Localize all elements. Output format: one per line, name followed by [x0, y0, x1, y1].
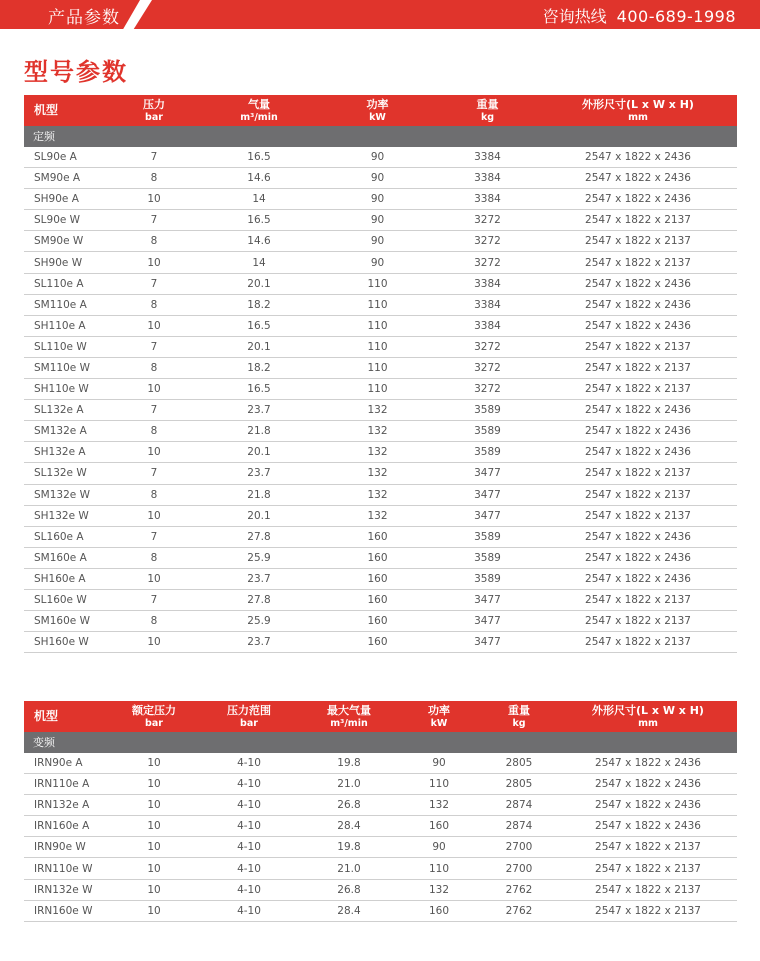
- table-cell: 2547 x 1822 x 2137: [585, 488, 691, 501]
- table-cell: 2547 x 1822 x 2137: [585, 214, 691, 227]
- model-cell: SH160e A: [34, 572, 86, 585]
- table-cell: 3589: [474, 551, 501, 564]
- table-cell: 110: [367, 319, 388, 332]
- model-cell: SL132e W: [34, 467, 87, 480]
- table-cell: 2547 x 1822 x 2436: [585, 193, 691, 206]
- group-label: 定频: [24, 126, 737, 147]
- table-row: [24, 753, 737, 774]
- table-cell: 4-10: [237, 883, 261, 896]
- table-header: [24, 95, 737, 126]
- model-cell: SL132e A: [34, 404, 84, 417]
- table-cell: 2547 x 1822 x 2137: [595, 904, 701, 917]
- table-cell: 4-10: [237, 799, 261, 812]
- header-label: 外形尺寸(L x W x H): [592, 703, 704, 717]
- table-row: [24, 274, 737, 295]
- header-cell: [109, 95, 199, 126]
- table-cell: 3272: [474, 214, 501, 227]
- table-cell: 2547 x 1822 x 2436: [585, 298, 691, 311]
- table-cell: 10: [147, 820, 161, 833]
- table-cell: 4-10: [237, 820, 261, 833]
- table-cell: 110: [367, 298, 388, 311]
- table-cell: 8: [150, 172, 158, 185]
- model-cell: IRN132e W: [34, 883, 93, 896]
- table-cell: 21.0: [337, 778, 361, 791]
- table-cell: 10: [147, 778, 161, 791]
- model-cell: SH132e A: [34, 446, 86, 459]
- table-cell: 3477: [474, 467, 501, 480]
- header-cell: [539, 95, 737, 126]
- header-cell: [559, 701, 737, 732]
- table-cell: 16.5: [247, 319, 271, 332]
- table-cell: 25.9: [247, 551, 271, 564]
- table-cell: 2547 x 1822 x 2436: [585, 551, 691, 564]
- table-cell: 2547 x 1822 x 2436: [585, 277, 691, 290]
- header-label: 机型: [34, 709, 59, 723]
- table-cell: 2547 x 1822 x 2436: [585, 319, 691, 332]
- table-cell: 7: [150, 340, 158, 353]
- table-cell: 3384: [474, 151, 501, 164]
- table-cell: 2547 x 1822 x 2436: [595, 757, 701, 770]
- table-row: [24, 358, 737, 379]
- table-cell: 10: [147, 319, 161, 332]
- table-row: [24, 147, 737, 168]
- table-cell: 132: [428, 799, 450, 812]
- model-cell: IRN160e W: [34, 904, 93, 917]
- table-cell: 132: [367, 425, 388, 438]
- table-cell: 3477: [474, 509, 501, 522]
- table-row: [24, 252, 737, 273]
- table-cell: 3384: [474, 298, 501, 311]
- table-cell: 2547 x 1822 x 2436: [585, 425, 691, 438]
- header-unit: bar: [240, 717, 258, 729]
- table-cell: 8: [150, 488, 158, 501]
- table-row: [24, 168, 737, 189]
- table-cell: 26.8: [337, 883, 361, 896]
- table-row: [24, 316, 737, 337]
- table-cell: 132: [367, 467, 388, 480]
- header-label: 压力: [143, 97, 165, 111]
- table-cell: 10: [147, 572, 161, 585]
- table-cell: 160: [367, 594, 388, 607]
- table-cell: 8: [150, 298, 158, 311]
- table-row: [24, 590, 737, 611]
- table-cell: 2547 x 1822 x 2137: [595, 883, 701, 896]
- table-cell: 2547 x 1822 x 2436: [595, 799, 701, 812]
- header-unit: kW: [369, 111, 386, 123]
- model-cell: SM110e A: [34, 298, 87, 311]
- section-label: 产品参数: [48, 8, 120, 28]
- table-cell: 10: [147, 799, 161, 812]
- model-cell: SM90e W: [34, 235, 84, 248]
- table-row: [24, 463, 737, 484]
- table-cell: 16.5: [247, 383, 271, 396]
- table-cell: 132: [367, 488, 388, 501]
- table-cell: 10: [147, 193, 161, 206]
- table-cell: 18.2: [247, 298, 271, 311]
- model-cell: SH132e W: [34, 509, 89, 522]
- model-cell: SM90e A: [34, 172, 81, 185]
- table-cell: 2762: [505, 883, 533, 896]
- header-cell: [299, 701, 399, 732]
- table-cell: 2547 x 1822 x 2436: [595, 778, 701, 791]
- header-unit: m³/min: [240, 111, 278, 123]
- table-cell: 90: [432, 757, 446, 770]
- table-cell: 3589: [474, 530, 501, 543]
- header-cell: [479, 701, 559, 732]
- table-cell: 10: [147, 256, 161, 269]
- table-cell: 7: [150, 277, 158, 290]
- variable-speed-spec-table: [24, 701, 737, 922]
- table-cell: 132: [367, 509, 388, 522]
- table-cell: 90: [370, 235, 385, 248]
- table-cell: 21.8: [247, 425, 271, 438]
- model-cell: SL160e A: [34, 530, 84, 543]
- table-cell: 3477: [474, 594, 501, 607]
- table-cell: 90: [370, 214, 385, 227]
- table-cell: 23.7: [247, 467, 271, 480]
- model-cell: SL160e W: [34, 594, 87, 607]
- header-label: 重量: [508, 703, 530, 717]
- table-cell: 2547 x 1822 x 2137: [585, 235, 691, 248]
- table-cell: 2547 x 1822 x 2436: [585, 151, 691, 164]
- table-row: [24, 506, 737, 527]
- model-cell: SH160e W: [34, 636, 89, 649]
- table-cell: 3589: [474, 404, 501, 417]
- header-label: 重量: [476, 97, 499, 111]
- table-row: [24, 189, 737, 210]
- table-cell: 25.9: [247, 615, 271, 628]
- model-cell: SL90e A: [34, 151, 77, 164]
- table-cell: 3384: [474, 277, 501, 290]
- table-cell: 90: [370, 151, 385, 164]
- table-cell: 110: [367, 340, 388, 353]
- table-cell: 132: [367, 404, 388, 417]
- table-cell: 7: [150, 594, 158, 607]
- table-cell: 3272: [474, 340, 501, 353]
- header-cell: [399, 701, 479, 732]
- table-cell: 3589: [474, 572, 501, 585]
- table-cell: 90: [370, 172, 385, 185]
- table-cell: 2547 x 1822 x 2137: [595, 862, 701, 875]
- model-cell: SM160e A: [34, 551, 87, 564]
- table-cell: 14: [252, 256, 266, 269]
- table-cell: 2805: [505, 778, 533, 791]
- table-cell: 110: [428, 862, 450, 875]
- table-cell: 160: [367, 615, 388, 628]
- table-cell: 3589: [474, 446, 501, 459]
- group-label: 变频: [24, 732, 737, 753]
- model-cell: IRN110e A: [34, 778, 90, 791]
- table-cell: 2547 x 1822 x 2436: [595, 820, 701, 833]
- table-row: [24, 880, 737, 901]
- table-row: [24, 337, 737, 358]
- table-cell: 2700: [505, 862, 533, 875]
- table-cell: 7: [150, 214, 158, 227]
- table-cell: 23.7: [247, 572, 271, 585]
- hotline-number: 400-689-1998: [616, 7, 736, 26]
- table-cell: 110: [428, 778, 450, 791]
- header-label: 额定压力: [132, 703, 176, 717]
- model-cell: SL110e W: [34, 340, 87, 353]
- table-row: [24, 485, 737, 506]
- table-cell: 90: [432, 841, 446, 854]
- table-row: [24, 611, 737, 632]
- table-cell: 110: [367, 361, 388, 374]
- table-cell: 20.1: [247, 446, 271, 459]
- table-cell: 19.8: [337, 841, 361, 854]
- table-cell: 14.6: [247, 235, 271, 248]
- header-cell: [24, 701, 109, 732]
- table-row: [24, 858, 737, 879]
- table-cell: 3589: [474, 425, 501, 438]
- table-cell: 3272: [474, 256, 501, 269]
- table-row: [24, 569, 737, 590]
- table-row: [24, 527, 737, 548]
- table-cell: 3477: [474, 615, 501, 628]
- table-cell: 21.0: [337, 862, 361, 875]
- table-cell: 132: [367, 446, 388, 459]
- model-cell: SM132e W: [34, 488, 90, 501]
- table-cell: 28.4: [337, 904, 361, 917]
- table-cell: 160: [367, 636, 388, 649]
- table-cell: 2805: [505, 757, 533, 770]
- table-cell: 90: [370, 256, 385, 269]
- model-cell: SM110e W: [34, 361, 90, 374]
- table-cell: 3272: [474, 383, 501, 396]
- table-cell: 8: [150, 551, 158, 564]
- model-cell: SL110e A: [34, 277, 84, 290]
- model-cell: SM160e W: [34, 615, 90, 628]
- hotline-label: 咨询热线: [542, 7, 607, 26]
- header-unit: bar: [145, 111, 163, 123]
- table-row: [24, 400, 737, 421]
- table-row: [24, 837, 737, 858]
- table-cell: 8: [150, 425, 158, 438]
- header-unit: kg: [512, 717, 526, 729]
- header-label: 气量: [248, 97, 270, 111]
- table-cell: 10: [147, 883, 161, 896]
- table-cell: 7: [150, 467, 158, 480]
- table-cell: 160: [367, 572, 388, 585]
- table-cell: 10: [147, 757, 161, 770]
- table-cell: 160: [367, 530, 388, 543]
- table-cell: 20.1: [247, 277, 271, 290]
- table-cell: 28.4: [337, 820, 361, 833]
- table-cell: 2547 x 1822 x 2137: [585, 340, 691, 353]
- table-cell: 110: [367, 383, 388, 396]
- table-cell: 20.1: [247, 340, 271, 353]
- model-cell: IRN160e A: [34, 820, 90, 833]
- table-cell: 23.7: [247, 404, 271, 417]
- table-row: [24, 210, 737, 231]
- header-unit: bar: [145, 717, 163, 729]
- table-row: [24, 295, 737, 316]
- table-row: [24, 379, 737, 400]
- header-unit: m³/min: [330, 717, 368, 729]
- model-cell: SH90e W: [34, 256, 83, 269]
- table-cell: 8: [150, 361, 158, 374]
- model-cell: IRN132e A: [34, 799, 90, 812]
- table-cell: 21.8: [247, 488, 271, 501]
- model-cell: SH90e A: [34, 193, 79, 206]
- table-row: [24, 548, 737, 569]
- table-row: [24, 901, 737, 922]
- header-cell: [199, 95, 319, 126]
- table-header: [24, 701, 737, 732]
- header-cell: [319, 95, 436, 126]
- model-cell: SL90e W: [34, 214, 81, 227]
- header-label: 最大气量: [327, 703, 371, 717]
- table-cell: 10: [147, 841, 161, 854]
- header-label: 外形尺寸(L x W x H): [582, 97, 694, 111]
- model-cell: IRN90e A: [34, 757, 83, 770]
- table-cell: 132: [428, 883, 450, 896]
- table-cell: 10: [147, 636, 161, 649]
- table-cell: 26.8: [337, 799, 361, 812]
- table-cell: 3384: [474, 319, 501, 332]
- table-cell: 2547 x 1822 x 2436: [585, 446, 691, 459]
- table-cell: 10: [147, 446, 161, 459]
- table-cell: 2700: [505, 841, 533, 854]
- table-cell: 4-10: [237, 757, 261, 770]
- table-cell: 4-10: [237, 841, 261, 854]
- model-cell: SH110e W: [34, 383, 89, 396]
- table-cell: 3384: [474, 193, 501, 206]
- model-cell: SM132e A: [34, 425, 87, 438]
- table-cell: 2874: [505, 799, 533, 812]
- table-cell: 2547 x 1822 x 2137: [585, 256, 691, 269]
- table-cell: 2547 x 1822 x 2436: [585, 172, 691, 185]
- table-cell: 4-10: [237, 862, 261, 875]
- header-unit: kW: [430, 717, 448, 729]
- header-cell: [199, 701, 299, 732]
- table-row: [24, 816, 737, 837]
- page-title: 型号参数: [24, 58, 128, 86]
- table-cell: 4-10: [237, 904, 261, 917]
- table-cell: 2547 x 1822 x 2137: [585, 383, 691, 396]
- table-cell: 2547 x 1822 x 2436: [585, 404, 691, 417]
- table-cell: 10: [147, 383, 161, 396]
- header-cell: [24, 95, 109, 126]
- hotline: [543, 4, 736, 27]
- table-cell: 16.5: [247, 151, 271, 164]
- table-cell: 3477: [474, 488, 501, 501]
- table-cell: 2547 x 1822 x 2137: [585, 467, 691, 480]
- header-label: 机型: [34, 103, 59, 117]
- table-cell: 2762: [505, 904, 533, 917]
- table-cell: 2547 x 1822 x 2137: [585, 361, 691, 374]
- table-cell: 2547 x 1822 x 2137: [585, 509, 691, 522]
- table-cell: 2547 x 1822 x 2137: [585, 594, 691, 607]
- table-cell: 7: [150, 404, 158, 417]
- table-cell: 110: [367, 277, 388, 290]
- table-cell: 2547 x 1822 x 2137: [595, 841, 701, 854]
- table-cell: 3272: [474, 361, 501, 374]
- table-cell: 16.5: [247, 214, 271, 227]
- table-row: [24, 421, 737, 442]
- table-row: [24, 774, 737, 795]
- header-unit: mm: [628, 111, 648, 123]
- table-cell: 8: [150, 615, 158, 628]
- table-cell: 160: [367, 551, 388, 564]
- table-cell: 4-10: [237, 778, 261, 791]
- header-unit: kg: [480, 111, 495, 123]
- table-cell: 27.8: [247, 594, 271, 607]
- fixed-speed-spec-table: [24, 95, 737, 653]
- table-cell: 160: [428, 904, 450, 917]
- table-row: [24, 231, 737, 252]
- model-cell: SH110e A: [34, 319, 86, 332]
- header-unit: mm: [638, 717, 658, 729]
- table-cell: 2547 x 1822 x 2137: [585, 636, 691, 649]
- table-cell: 18.2: [247, 361, 271, 374]
- top-banner: [0, 0, 760, 29]
- table-cell: 27.8: [247, 530, 271, 543]
- table-cell: 8: [150, 235, 158, 248]
- table-cell: 7: [150, 530, 158, 543]
- table-cell: 23.7: [247, 636, 271, 649]
- table-cell: 20.1: [247, 509, 271, 522]
- table-cell: 3477: [474, 636, 501, 649]
- table-cell: 19.8: [337, 757, 361, 770]
- table-cell: 10: [147, 904, 161, 917]
- table-cell: 7: [150, 151, 158, 164]
- table-cell: 10: [147, 509, 161, 522]
- table-cell: 2547 x 1822 x 2137: [585, 615, 691, 628]
- table-cell: 14.6: [247, 172, 271, 185]
- table-row: [24, 442, 737, 463]
- header-cell: [436, 95, 539, 126]
- header-cell: [109, 701, 199, 732]
- table-cell: 90: [370, 193, 385, 206]
- table-cell: 3272: [474, 235, 501, 248]
- table-cell: 3384: [474, 172, 501, 185]
- header-label: 压力范围: [227, 703, 271, 717]
- table-cell: 160: [428, 820, 450, 833]
- model-cell: IRN90e W: [34, 841, 86, 854]
- table-cell: 14: [252, 193, 266, 206]
- table-row: [24, 795, 737, 816]
- header-label: 功率: [428, 703, 450, 717]
- model-cell: IRN110e W: [34, 862, 93, 875]
- table-cell: 2874: [505, 820, 533, 833]
- header-label: 功率: [366, 97, 389, 111]
- table-cell: 2547 x 1822 x 2436: [585, 572, 691, 585]
- table-row: [24, 632, 737, 653]
- table-cell: 10: [147, 862, 161, 875]
- table-cell: 2547 x 1822 x 2436: [585, 530, 691, 543]
